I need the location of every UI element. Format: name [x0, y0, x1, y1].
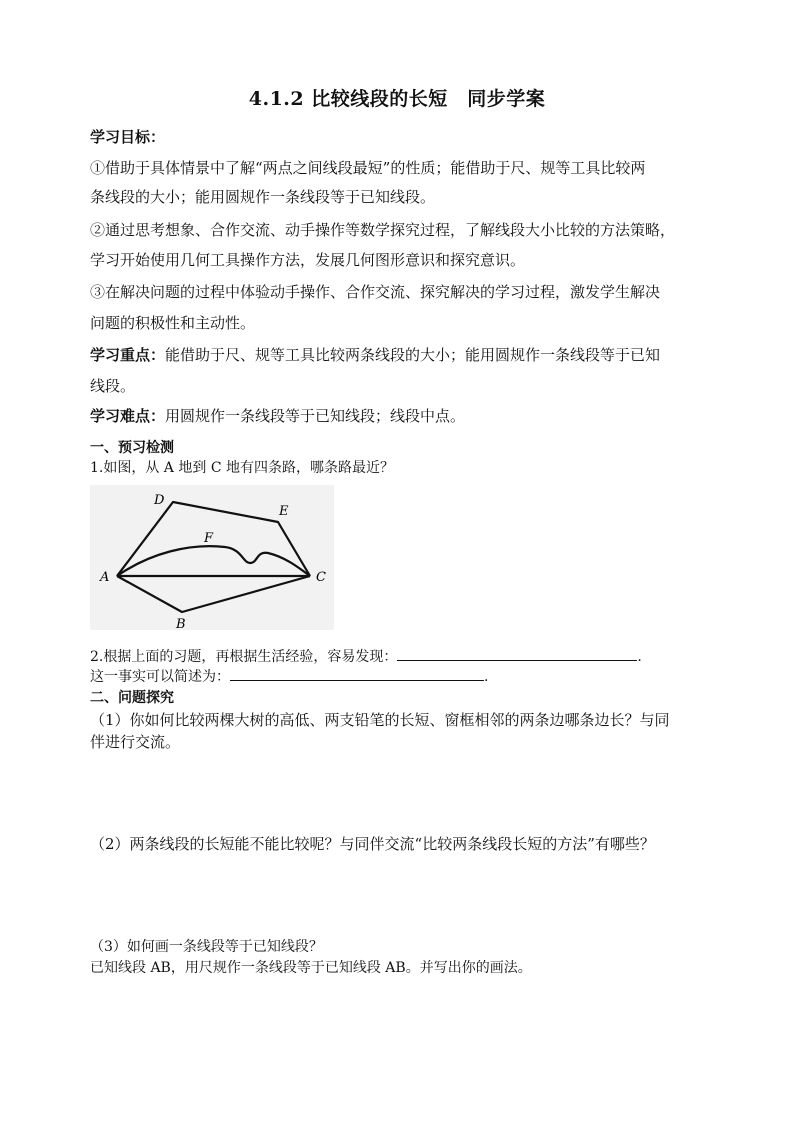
- key-points-text: 能借助于尺、规等工具比较两条线段的大小；能用圆规作一条线段等于已知: [165, 346, 661, 364]
- question-1: 1.如图，从 A 地到 C 地有四条路，哪条路最近？: [90, 460, 394, 476]
- label-c: C: [316, 570, 326, 585]
- page-title: 4.1.2 比较线段的长短 同步学案: [248, 88, 546, 110]
- problem-1-line-1: （1）你如何比较两棵大树的高低、两支铅笔的长短、窗框相邻的两条边哪条边长？与同: [90, 711, 670, 729]
- routes-figure: [90, 485, 334, 630]
- problem-1-line-2: 伴进行交流。: [90, 733, 181, 751]
- question-2-suffix: .: [637, 649, 642, 665]
- key-points: [90, 344, 660, 365]
- question-2b-prefix: 这一事实可以简述为：: [90, 669, 230, 685]
- question-2-answer-blank[interactable]: [397, 646, 637, 661]
- section-1-heading: 一、预习检测: [90, 440, 174, 456]
- label-b: B: [176, 617, 186, 630]
- figure-background: [90, 485, 334, 630]
- question-2b: [90, 666, 488, 686]
- objectives-heading: 学习目标：: [90, 128, 166, 146]
- question-2b-answer-blank[interactable]: [230, 666, 484, 681]
- label-d: D: [154, 493, 165, 508]
- objective-2-line-2: 学习开始使用几何工具操作方法，发展几何图形意识和探究意识。: [90, 251, 526, 269]
- key-points-line-2: 线段。: [90, 377, 136, 395]
- question-2b-suffix: .: [484, 669, 489, 685]
- objective-1-line-1: ①借助于具体情景中了解“两点之间线段最短”的性质；能借助于尺、规等工具比较两: [90, 159, 646, 177]
- label-f: F: [204, 531, 214, 546]
- question-2-prefix: 2.根据上面的习题，再根据生活经验，容易发现：: [90, 649, 398, 665]
- difficulties-text: 用圆规作一条线段等于已知线段；线段中点。: [165, 407, 466, 425]
- difficulties: [90, 405, 465, 426]
- label-e: E: [279, 504, 289, 519]
- objective-3-line-2: 问题的积极性和主动性。: [90, 314, 256, 332]
- question-2: [90, 646, 642, 666]
- problem-3: （3）如何画一条线段等于已知线段？: [90, 939, 323, 955]
- objective-3-line-1: ③在解决问题的过程中体验动手操作、合作交流、探究解决的学习过程，激发学生解决: [90, 283, 661, 301]
- problem-2: （2）两条线段的长短能不能比较呢？与同伴交流“比较两条线段长短的方法”有哪些？: [90, 835, 655, 853]
- difficulties-label: 学习难点：: [90, 407, 166, 425]
- section-2-heading: 二、问题探究: [90, 690, 174, 706]
- label-a: A: [100, 570, 110, 585]
- objective-1-line-2: 条线段的大小；能用圆规作一条线段等于已知线段。: [90, 188, 436, 206]
- objective-2-line-1: ②通过思考想象、合作交流、动手操作等数学探究过程，了解线段大小比较的方法策略，: [90, 221, 676, 239]
- key-points-label: 学习重点：: [90, 346, 166, 364]
- problem-3-detail: 已知线段 AB，用尺规作一条线段等于已知线段 AB。并写出你的画法。: [90, 960, 532, 976]
